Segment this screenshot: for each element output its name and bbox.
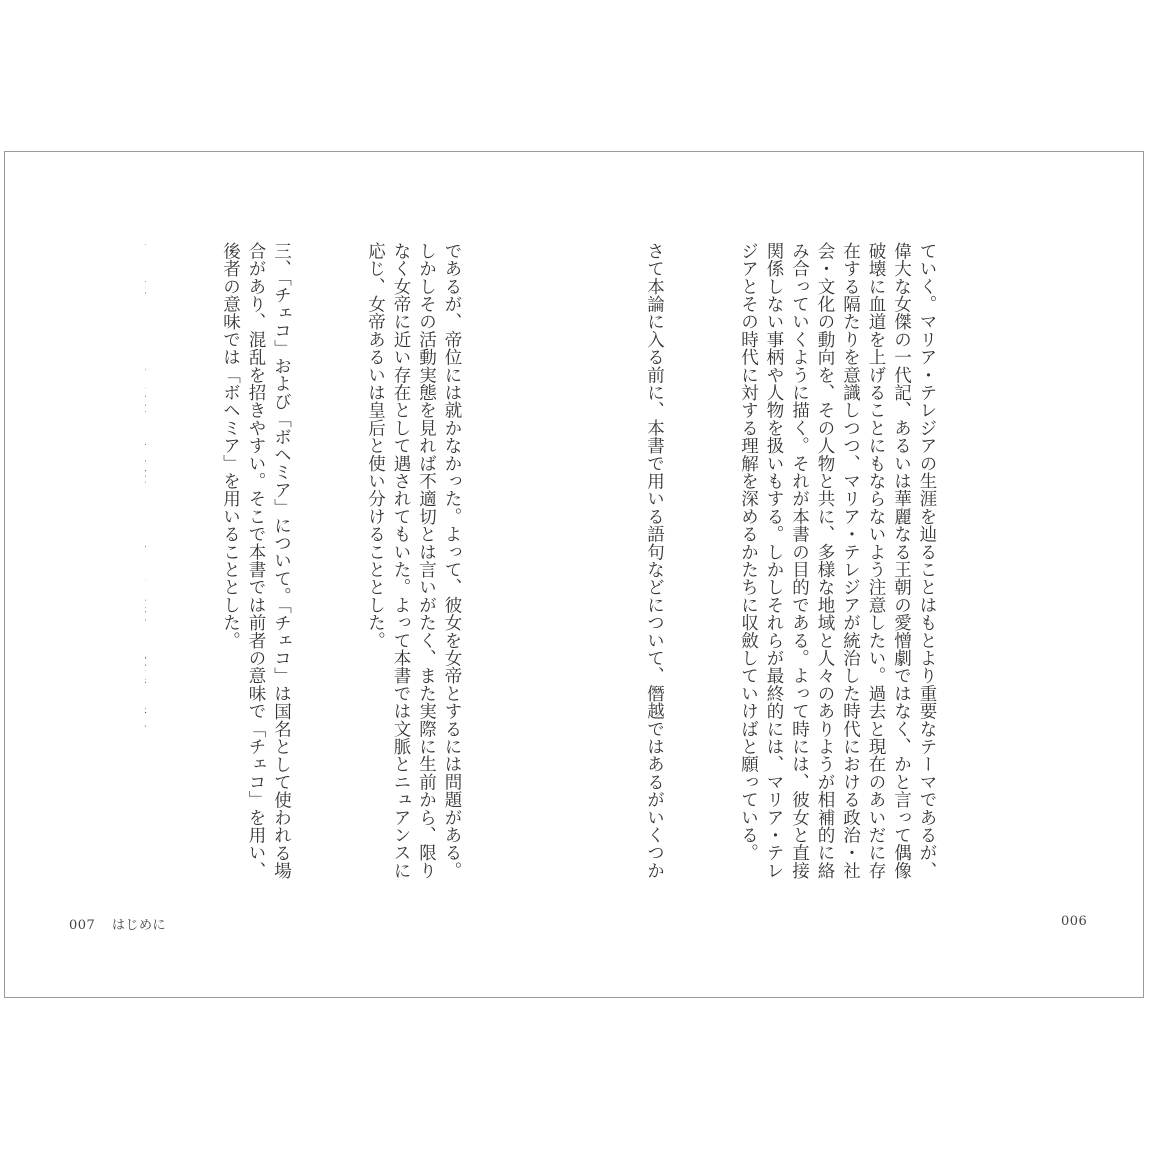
right-page-footer (1061, 914, 1087, 929)
left-page-number: 007 (69, 918, 96, 933)
book-spread (4, 151, 1144, 998)
left-page-footer (69, 914, 166, 933)
right-paragraph-2: さて本論に入る前に、本書で用いる語句などについて、僭越ではあるがいくつか (645, 242, 665, 880)
running-head: はじめに (111, 918, 166, 933)
left-paragraph-2: 三、「チェコ」および「ボヘミア」について。「チェコ」は国名として使われる場合があり、混乱を招きやすい。そこで本書では前者の意味で「チェコ」を用い、後者の意味では「ボヘミア」を用いることとした。 (220, 242, 292, 880)
right-paragraph-1: ていく。マリア・テレジアの生涯を辿ることはもとより重要なテーマであるが、偉大な女傑の一代記、あるいは華麗なる王朝の愛憎劇ではなく、かと言って偶像破壊に血道を上げることにもならないよう注意したい。過去と現在のあいだに存在する隔たりを意識しつつ、マリア・テレジアが統治した時代における政治・社会・文化の動向を、その人物と共に、多様な地域と人々のありようが相補的に絡み合っていくように描く。それが本書の目的である。よって時には、彼女と直接関係しない事柄や人物を扱いもする。しかしそれらが最終的には、マリア・テレジアとその時代に対する理解を深めるかたちに収斂していけばと願っている。 (738, 242, 937, 880)
left-page-text (145, 242, 515, 882)
right-page-text (645, 242, 990, 882)
left-paragraph-1: であるが、帝位には就かなかった。よって、彼女を女帝とするには問題がある。しかしその活動実態を見れば不適切とは言いがたく、また実際に生前から、限りなく女帝に近い存在として遇されてもいた。よって本書では文脈とニュアンスに応じ、女帝あるいは皇后と使い分けることとした。 (365, 242, 462, 880)
left-paragraph-3 (145, 242, 166, 882)
right-page-number: 006 (1061, 914, 1088, 929)
